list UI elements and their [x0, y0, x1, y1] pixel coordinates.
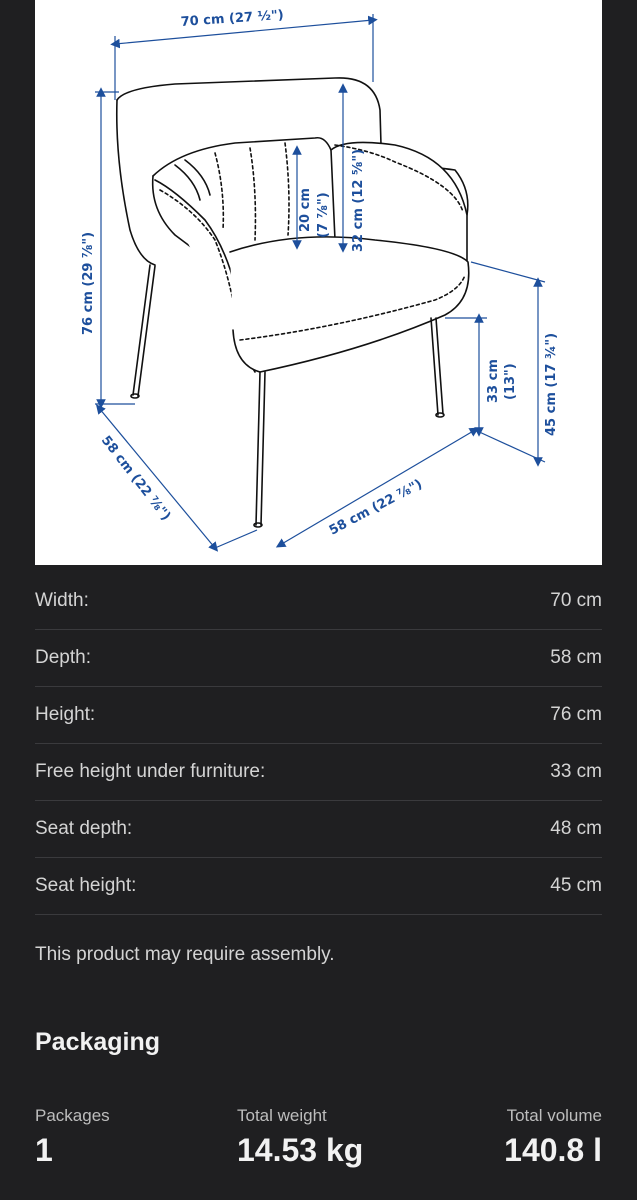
chair-illustration	[117, 78, 469, 527]
dimension-row-seat-depth	[35, 801, 602, 858]
total-weight-value: 14.53 kg	[237, 1132, 364, 1168]
dimension-row-height	[35, 687, 602, 744]
total-volume-label: Total volume	[506, 1106, 602, 1125]
seat-height-label: 45 cm (17 ¾")	[544, 332, 559, 436]
free-height-inch-label: (13")	[503, 363, 518, 400]
dimension-row-free-height	[35, 744, 602, 801]
packages-info	[35, 1106, 110, 1169]
dimension-row-seat-height	[35, 858, 602, 915]
dimension-label: Seat depth:	[35, 818, 133, 839]
total-weight-label: Total weight	[237, 1106, 327, 1125]
dimension-label: Free height under furniture:	[35, 761, 266, 782]
back-height-label: 32 cm (12 ⅝")	[351, 148, 366, 252]
armrest-height-inch-label: (7 ⅞")	[316, 192, 331, 238]
dimensions-list	[35, 573, 602, 915]
chair-diagram-svg	[35, 0, 602, 565]
dimension-diagram	[35, 0, 602, 565]
dimension-value: 70 cm	[550, 590, 602, 611]
dimension-value: 76 cm	[550, 704, 602, 725]
dimension-value: 48 cm	[550, 818, 602, 839]
assembly-note: This product may require assembly.	[35, 944, 335, 965]
packages-label: Packages	[35, 1106, 110, 1125]
packaging-heading: Packaging	[35, 1028, 161, 1056]
total-volume-value: 140.8 l	[504, 1132, 602, 1168]
dimension-label: Height:	[35, 704, 96, 725]
dimension-row-width	[35, 573, 602, 630]
dimension-value: 58 cm	[550, 647, 602, 668]
depth-right-label: 58 cm (22 ⅞")	[326, 476, 425, 539]
armrest-height-label: 20 cm	[298, 188, 313, 232]
height-label: 76 cm (29 ⅞")	[81, 231, 96, 335]
dimension-row-depth	[35, 630, 602, 687]
dimension-value: 45 cm	[550, 875, 602, 896]
width-label: 70 cm (27 ½")	[180, 7, 285, 30]
depth-left-label: 58 cm (22 ⅞")	[97, 433, 174, 524]
packages-value: 1	[35, 1132, 53, 1168]
dimension-label: Seat height:	[35, 875, 137, 896]
dimension-label: Width:	[35, 590, 89, 611]
total-volume-info	[504, 1106, 602, 1169]
dimension-label: Depth:	[35, 647, 91, 668]
total-weight-info	[237, 1106, 363, 1169]
dimension-value: 33 cm	[550, 761, 602, 782]
free-height-label: 33 cm	[486, 359, 501, 403]
